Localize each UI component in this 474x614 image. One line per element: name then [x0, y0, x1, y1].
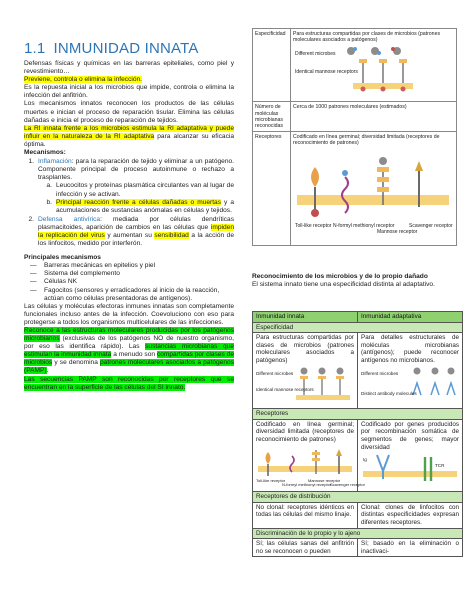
- column-header: Inmunidad innata: [253, 312, 358, 323]
- sub-item-text: Leucocitos y proteínas plasmática circulantes van al lugar de infección y se activan.: [56, 182, 234, 198]
- section-title: Discriminación de lo propio y lo ajeno: [253, 528, 463, 539]
- section-number: 1.1: [24, 40, 46, 57]
- highlight-text: compartidas por clases de microbios: [24, 351, 234, 367]
- figure-label: Distinct antibody molecules: [361, 390, 417, 396]
- table-row: [253, 102, 457, 132]
- intro-p2: Es la repuesta inicial a los microbios que impide, controla o elimina la infección del anfitrión.: [24, 84, 234, 100]
- figure-label: Mannose receptor: [308, 477, 341, 483]
- cell-text: Codificado en línea germinal; diversidad limitada (receptores de reconocimiento de patrones): [256, 420, 354, 443]
- column-header: Inmunidad adaptativa: [358, 312, 463, 323]
- table-row: [253, 502, 463, 528]
- closing-p1: Las células y moléculas efectoras inmunes innatas son completamente funcionales incluso antes de la infección. Coevoluciono con eso para protegerse a todos los organismos multicelulares de las infecciones.: [24, 302, 234, 326]
- mechanism-body: [38, 158, 234, 215]
- sub-item-text: [56, 199, 234, 215]
- figure-label: Different microbes: [295, 51, 336, 58]
- highlight-text: impiden la replicación del virus: [38, 223, 234, 239]
- cell-text: Codificado en línea germinal; diversidad limitada (receptores de reconocimiento de patrones): [293, 134, 440, 147]
- figure-label: Toll-like receptor: [256, 477, 286, 483]
- table-header-row: [253, 312, 463, 323]
- highlight-text: sustancias microbianas que estimulan la inmunidad innata: [24, 343, 234, 359]
- table-cell: Clonal: clones de linfocitos con distintas especificidades expresan diferentes receptores.: [358, 502, 463, 528]
- mechanism-text: y aumentan su: [104, 231, 155, 239]
- figure-label: N-formyl methionyl receptor: [333, 222, 395, 229]
- list-item: — Células NK: [24, 278, 234, 286]
- section-row: [253, 322, 463, 333]
- closing-p3: [24, 376, 234, 392]
- paragraph-text: .: [46, 367, 49, 375]
- figure-label: Scavenger receptor: [330, 481, 365, 487]
- table-cell: Sí; las células sanas del anfitrión no se reconocen o pueden: [253, 539, 358, 557]
- section-heading: Reconocimiento de los microbios y de lo propio dañado: [252, 273, 428, 280]
- adaptive-receptors-figure: [361, 451, 459, 485]
- table-cell: Sí; basado en la eliminación o inactivaci-: [358, 539, 463, 557]
- list-item-text: Células NK: [44, 278, 77, 286]
- adaptive-specificity-figure: [361, 365, 457, 405]
- section-title-text: INMUNIDAD INNATA: [53, 40, 199, 57]
- section-row: [253, 528, 463, 539]
- highlight-text: Principal reacción frente a células dañadas o muertas: [56, 198, 222, 206]
- item-number: 2.: [28, 215, 34, 223]
- list-item: — Fagocitos (sensores y erradicadores al inicio de la reacción, actúan como células presentadoras de antígenos).: [24, 287, 234, 303]
- mechanism-text: : para la reparación de tejido y eliminar a un patógeno. Componente principal de proceso autoinmune o rechazo a trasplantes.: [38, 158, 234, 182]
- list-item: — Barreras mecánicas en epitelios y piel: [24, 262, 234, 270]
- row-header: Receptores: [253, 132, 291, 245]
- highlight-text: sensibilidad: [154, 231, 189, 239]
- figure-label: N-formyl methionyl receptor: [282, 481, 332, 487]
- highlight-text: Las secuencias PAMP son reconocidas por receptores que se encuentran en la superficie de las células del SI innato.: [24, 375, 234, 391]
- highlight-text: patrones moleculares asociados a patógenos (PAMP): [24, 359, 234, 375]
- table-row: [253, 333, 463, 409]
- item-number: 1.: [28, 158, 34, 166]
- sub-item: [38, 199, 234, 215]
- list-item-text: Barreras mecánicas en epitelios y piel: [44, 262, 156, 270]
- figure-label: Different microbes: [361, 370, 399, 376]
- innate-features-table: [252, 28, 457, 246]
- mechanism-item: [24, 216, 234, 248]
- list-item-text: Sistema del complemento: [44, 270, 120, 278]
- mechanism-item: [24, 158, 234, 215]
- innate-receptors-figure: [256, 444, 365, 488]
- highlight-text: Reconoce a las estructuras moleculares producidas por los patógenos microbianos: [24, 327, 234, 343]
- table-cell: No clonal: receptores idénticos en todas las células del mismo linaje.: [253, 502, 358, 528]
- figure-label: Identical mannose receptors: [295, 69, 358, 76]
- closing-p2: [24, 327, 234, 376]
- section-title: Receptores de distribución: [253, 492, 463, 503]
- principal-label: Principales mecanismos: [24, 254, 101, 262]
- intro-p4: [24, 125, 234, 149]
- innate-specificity-figure: [256, 365, 352, 405]
- mechanism-text: : mediada por células dendríticas plasmacitoides, aparición de cambios en las células que: [38, 215, 235, 231]
- mechanism-text: a la acción de los linfocitos, medido por interferón.: [38, 231, 235, 248]
- intro-line: Defensas físicas y químicas en las barreras epiteliales, como piel y revestimiento…: [24, 60, 234, 76]
- row-header: Especificidad: [253, 29, 291, 102]
- figure-label: Toll-like receptor: [295, 222, 332, 229]
- table-row: [253, 29, 457, 102]
- section-title: Especificidad: [253, 322, 463, 333]
- mechanism-body: [38, 216, 234, 248]
- paragraph-text: para alcanzar su eficacia óptima.: [24, 132, 234, 148]
- figure-label: Identical mannose receptors: [256, 386, 314, 392]
- mechanisms-label: Mecanismos:: [24, 149, 66, 157]
- sub-item-letter: b.: [46, 198, 52, 206]
- table-cell: [253, 333, 358, 409]
- sub-item-letter: a.: [46, 182, 52, 190]
- paragraph-text: y se denomina: [52, 359, 101, 367]
- table-cell: [253, 419, 365, 491]
- recognition-section: [252, 273, 462, 289]
- paragraph-text: a menudo son: [111, 351, 157, 359]
- table-cell: [291, 132, 457, 245]
- section-text: El sistema innato tiene una especificidad distinta al adaptativo.: [252, 281, 435, 289]
- section-row: [253, 492, 463, 503]
- figure-label: Scavenger receptor: [409, 222, 453, 229]
- table-cell: [358, 333, 463, 409]
- table-cell: Cerca de 1000 patrones moleculares (estimados): [291, 102, 457, 132]
- cell-text: Para estructuras compartidas por clases de microbios (patrones moleculares asociados a patógenos): [293, 31, 441, 44]
- comparison-table: [252, 311, 463, 557]
- figure-label: TCR: [435, 463, 445, 469]
- paragraph-text: y a acumulaciones de sustancias anómalas en células y tejidos.: [56, 198, 234, 214]
- table-row: [253, 539, 463, 557]
- cell-text: Para estructuras compartidas por clases de microbios (patrones moleculares asociados a patógenos): [256, 334, 354, 364]
- highlight-text: Previene, controla o elimina la infección.: [24, 76, 143, 84]
- paragraph-text: (exclusivas de los patógenos NO de nuestro organismo, por eso las identifica rápido). Las: [24, 335, 234, 351]
- section-row: [253, 409, 463, 420]
- row-header: Número de moléculas microbianas reconocidas: [253, 102, 291, 132]
- figure-label: Mannose receptor: [377, 228, 418, 235]
- cell-text: Codificado por genes producidos por recombinación somática de segmentos de genes; mayor diversidad: [361, 420, 459, 451]
- intro-highlight: [24, 76, 234, 84]
- section-title: [24, 40, 234, 57]
- list-item-text: Fagocitos (sensores y erradicadores al inicio de la reacción, actúan como células presentadoras de antígenos).: [44, 286, 220, 302]
- receptor-types-figure: [293, 147, 453, 243]
- table-row: [253, 419, 463, 491]
- intro-p3: Los mecanismos innatos reconocen los productos de las células muertes e inician el proceso de reparación tisular. Elimina las células dañadas e inicia el proceso de reparación de tejidos.: [24, 100, 234, 124]
- microbes-receptors-figure: [293, 43, 453, 99]
- table-row: [253, 132, 457, 245]
- sub-item: [38, 182, 234, 198]
- figure-label: Ig: [363, 457, 367, 463]
- table-cell: [358, 419, 463, 491]
- cell-text: Para detalles estructurales de moléculas microbianas (antígenos); puede reconocer antígenos no microbianos.: [361, 334, 459, 364]
- left-column: [24, 40, 234, 392]
- highlight-text: La RI innata frente a los microbios estimula la RI adaptativa y puede influir en la naturaleza de la RI adaptativa: [24, 124, 234, 140]
- mechanism-term: Inflamación: [38, 158, 72, 166]
- figure-label: Different microbes: [256, 370, 294, 376]
- list-item: — Sistema del complemento: [24, 270, 234, 278]
- table-cell: [291, 29, 457, 102]
- section-title: Receptores: [253, 409, 463, 420]
- mechanism-term: Defensa antivírica: [38, 215, 101, 223]
